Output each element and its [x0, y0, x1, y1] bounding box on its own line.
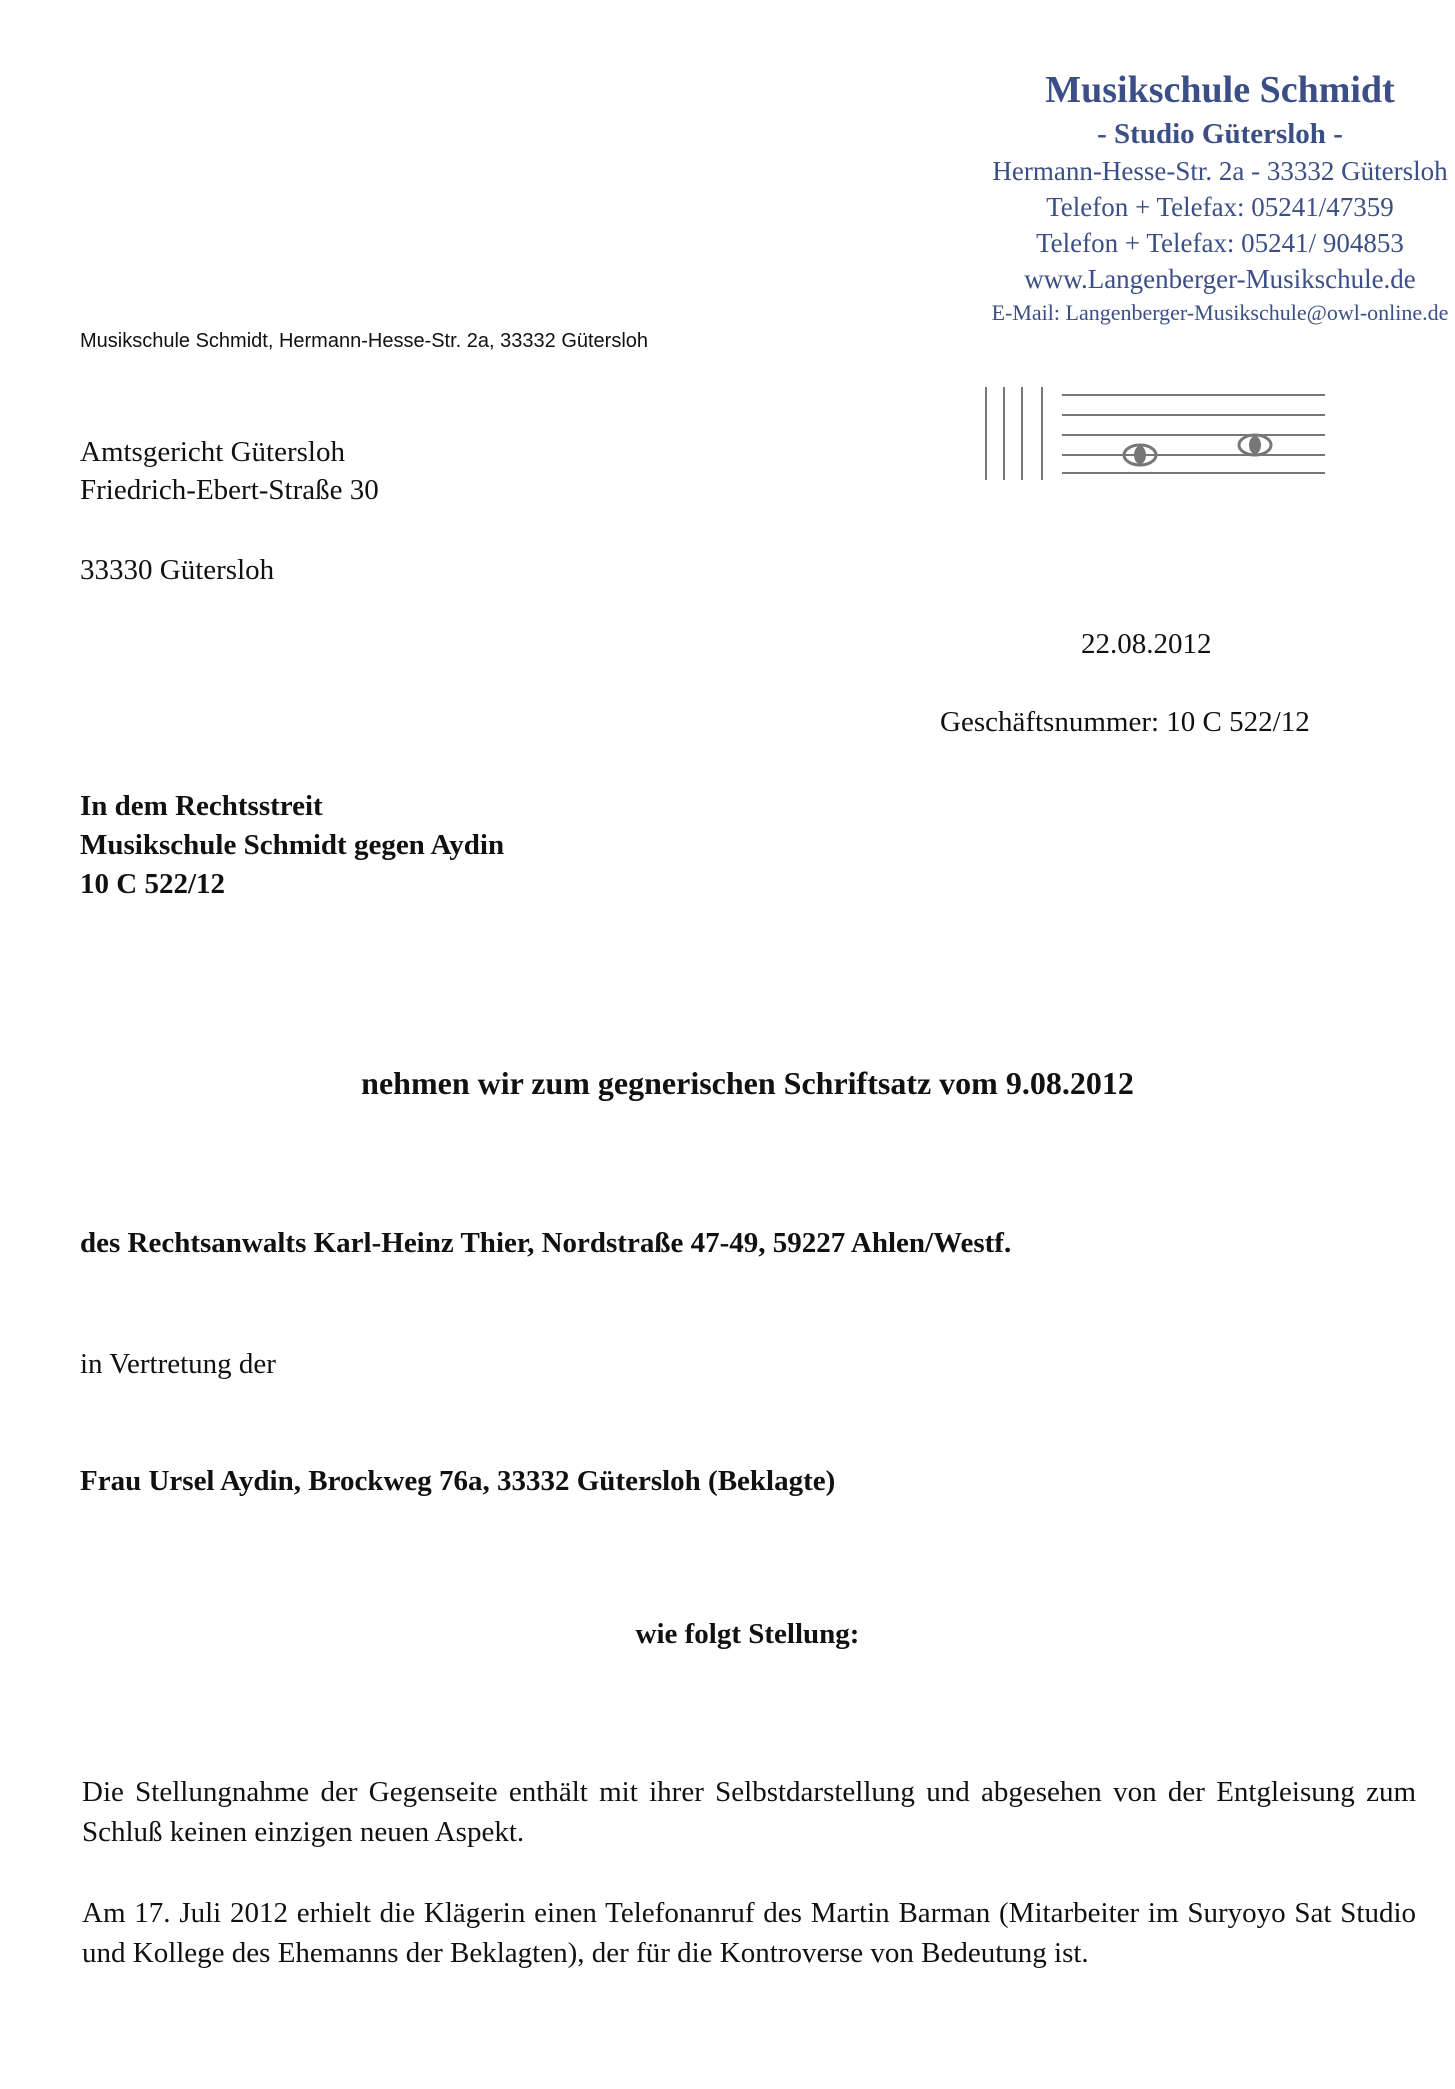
studio-name: - Studio Gütersloh - [1097, 118, 1343, 150]
paragraph-2: Am 17. Juli 2012 erhielt die Klägerin einen Telefonanruf des Martin Barman (Mitarbeiter im Suryoyo Sat Studio und Kollege des Ehemanns der Beklagten), der für die Kontroverse von Bedeutung ist. [82, 1897, 1416, 1969]
defendant-line: Frau Ursel Aydin, Brockweg 76a, 33332 Gütersloh (Beklagte) [80, 1465, 836, 1497]
phone-fax-2: Telefon + Telefax: 05241/ 904853 [1036, 228, 1404, 258]
paragraph-1: Die Stellungnahme der Gegenseite enthält mit ihrer Selbstdarstellung und abgesehen von der Entgleisung zum Schluß keinen einzigen neuen Aspekt. [82, 1776, 1416, 1848]
subject-line-2: Musikschule Schmidt gegen Aydin [80, 829, 505, 861]
sender-line: Musikschule Schmidt, Hermann-Hesse-Str. 2a, 33332 Gütersloh [80, 330, 649, 352]
statement-line: wie folgt Stellung: [635, 1618, 860, 1650]
school-address: Hermann-Hesse-Str. 2a - 33332 Gütersloh [992, 156, 1448, 186]
lawyer-line: des Rechtsanwalts Karl-Heinz Thier, Nordstraße 47-49, 59227 Ahlen/Westf. [80, 1227, 1012, 1259]
recipient-street: Friedrich-Ebert-Straße 30 [80, 474, 379, 506]
subject-line-3: 10 C 522/12 [80, 868, 225, 900]
letter-date: 22.08.2012 [1081, 628, 1212, 660]
recipient-name: Amtsgericht Gütersloh [80, 436, 345, 468]
body-heading: nehmen wir zum gegnerischen Schriftsatz vom 9.08.2012 [361, 1065, 1134, 1101]
website: www.Langenberger-Musikschule.de [1024, 264, 1416, 294]
email: E-Mail: Langenberger-Musikschule@owl-online.de [991, 300, 1449, 325]
subject-line-1: In dem Rechtsstreit [80, 790, 323, 822]
phone-fax-1: Telefon + Telefax: 05241/47359 [1046, 192, 1394, 222]
school-name: Musikschule Schmidt [1045, 69, 1395, 111]
representation-line: in Vertretung der [80, 1348, 276, 1380]
reference-number: Geschäftsnummer: 10 C 522/12 [940, 706, 1310, 738]
recipient-city: 33330 Gütersloh [80, 554, 275, 586]
music-staff-icon [980, 385, 1330, 485]
